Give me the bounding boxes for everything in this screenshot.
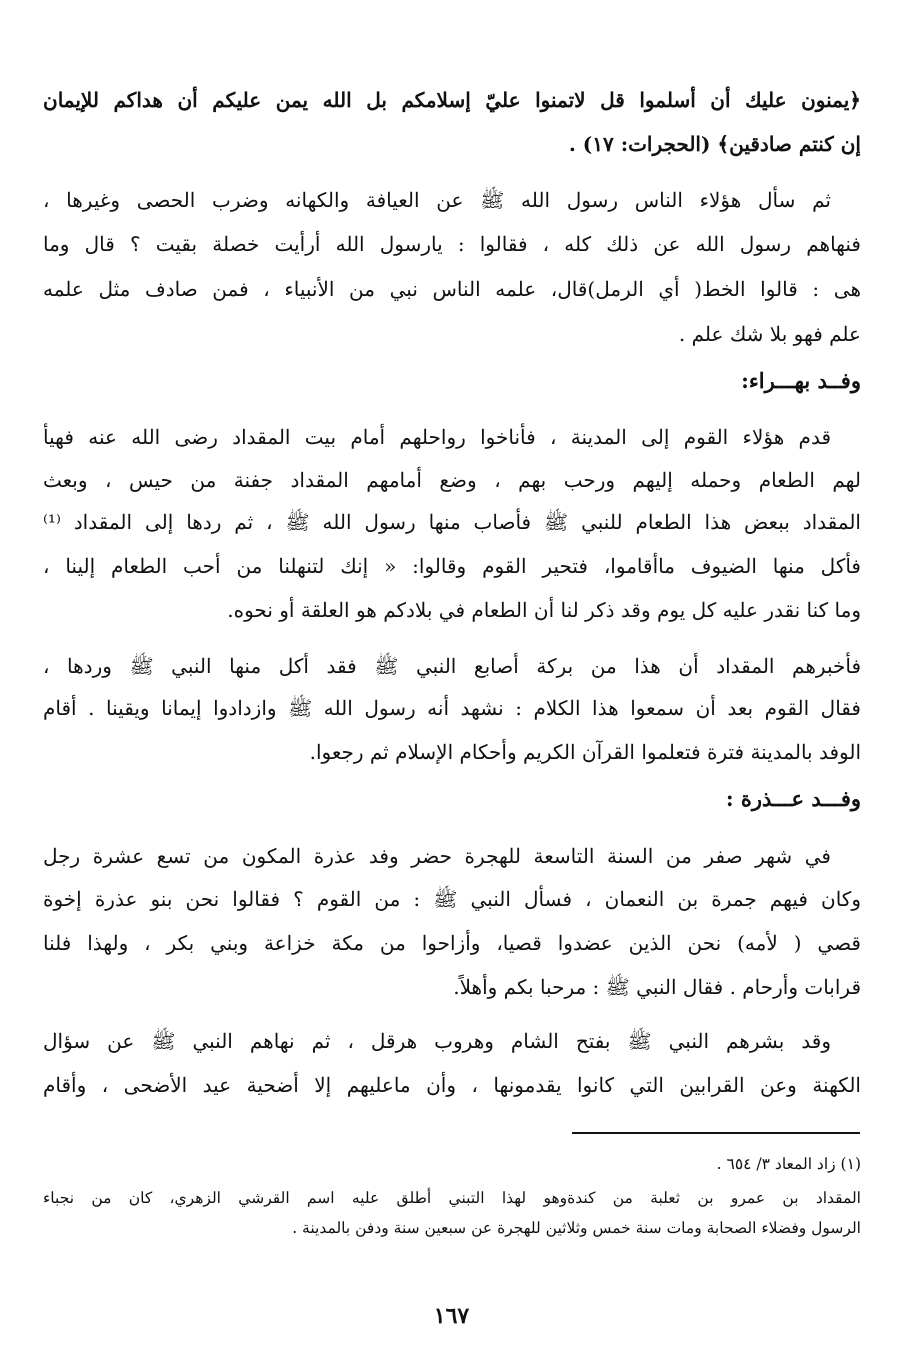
footnote-2-line-1: المقداد بن عمرو بن ثعلبة من كندةوهو لهذا التبني أطلق عليه اسم القرشي الزهري، كان من نجباء <box>43 1189 861 1207</box>
paragraph-5-line-2: الكهنة وعن القرابين التي كانوا يقدمونها ، وأن ماعليهم إلا أضحية عيد الأضحى ، وأقام <box>43 1073 861 1097</box>
quran-verse-line-1: ﴿يمنون عليك أن أسلموا قل لاتمنوا عليّ إسلامكم بل الله يمن عليكم أن هداكم للإيمان <box>43 88 861 112</box>
quran-verse-line-2: إن كنتم صادقين﴾ (الحجرات: ١٧) . <box>568 132 861 156</box>
footnote-2-line-2: الرسول وفضلاء الصحابة ومات سنة خمس وثلاثين للهجرة عن سبعين سنة ودفن بالمدينة . <box>292 1219 861 1237</box>
paragraph-2-line-5: وما كنا نقدر عليه كل يوم وقد ذكر لنا أن الطعام في بلادكم هو العلقة أو نحوه. <box>227 598 861 622</box>
paragraph-2-line-3: المقداد ببعض هذا الطعام للنبي ﷺ فأصاب منها رسول الله ﷺ ، ثم ردها إلى المقداد ⁽¹⁾ <box>43 510 861 534</box>
paragraph-3-line-1: فأخبرهم المقداد أن هذا من بركة أصابع النبي ﷺ فقد أكل منها النبي ﷺ وردها ، <box>43 654 861 678</box>
section-heading-bahra: وفــد بهـــراء: <box>741 368 861 393</box>
paragraph-3-line-3: الوفد بالمدينة فترة فتعلموا القرآن الكريم وأحكام الإسلام ثم رجعوا. <box>309 740 861 764</box>
section-heading-udhra: وفـــد عـــذرة : <box>725 786 861 811</box>
paragraph-4-line-4: قرابات وأرحام . فقال النبي ﷺ : مرحبا بكم وأهلاً. <box>453 975 861 999</box>
paragraph-1-line-2: فنهاهم رسول الله عن ذلك كله ، فقالوا : يارسول الله أرأيت خصلة بقيت ؟ قال وما <box>43 232 861 256</box>
paragraph-2-line-4: فأكل منها الضيوف ماأقاموا، فتحير القوم وقالوا: « إنك لتنهلنا من أحب الطعام إلينا ، <box>43 554 861 578</box>
paragraph-2-line-2: لهم الطعام وحمله إليهم ورحب بهم ، وضع أمامهم المقداد جفنة من حيس ، وبعث <box>43 468 861 492</box>
paragraph-1-line-4: علم فهو بلا شك علم . <box>678 322 861 346</box>
paragraph-4-line-3: قصي ( لأمه) نحن الذين عضدوا قصيا، وأزاحوا من مكة خزاعة وبني بكر ، ولهذا فلنا <box>43 931 861 955</box>
footnote-1: (١) زاد المعاد ٣/ ٦٥٤ . <box>716 1155 861 1173</box>
paragraph-1-line-1: ثم سأل هؤلاء الناس رسول الله ﷺ عن العيافة والكهانه وضرب الحصى وغيرها ، <box>43 188 831 212</box>
paragraph-2-line-1: قدم هؤلاء القوم إلى المدينة ، فأناخوا رواحلهم أمام بيت المقداد رضى الله عنه فهيأ <box>43 425 831 449</box>
page-number: ١٦٧ <box>433 1303 470 1329</box>
paragraph-4-line-2: وكان فيهم جمرة بن النعمان ، فسأل النبي ﷺ : من القوم ؟ فقالوا نحن بنو عذرة إخوة <box>43 887 861 911</box>
paragraph-3-line-2: فقال القوم بعد أن سمعوا هذا الكلام : نشهد أنه رسول الله ﷺ وازدادوا إيمانا ويقينا . أقام <box>43 696 861 720</box>
paragraph-4-line-1: في شهر صفر من السنة التاسعة للهجرة حضر وفد عذرة المكون من تسع عشرة رجل <box>43 844 831 868</box>
paragraph-5-line-1: وقد بشرهم النبي ﷺ بفتح الشام وهروب هرقل ، ثم نهاهم النبي ﷺ عن سؤال <box>43 1029 831 1053</box>
paragraph-1-line-3: هى : قالوا الخط( أي الرمل)قال، علمه الناس نبي من الأنبياء ، فمن صادف مثل علمه <box>43 277 861 301</box>
footnote-separator <box>572 1132 860 1134</box>
